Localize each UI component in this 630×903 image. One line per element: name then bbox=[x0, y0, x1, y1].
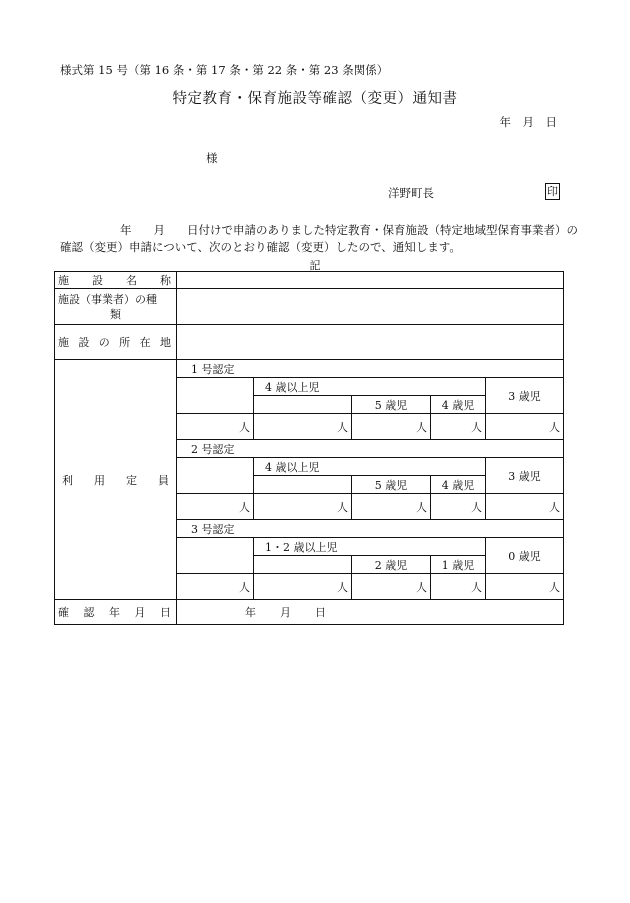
group-3-category: 3 号認定 bbox=[177, 520, 564, 538]
confirm-date-year: 年 bbox=[245, 606, 256, 619]
group-2-category: 2 号認定 bbox=[177, 440, 564, 458]
group-2-right-label: 3 歳児 bbox=[486, 458, 564, 494]
facility-name-row bbox=[55, 272, 564, 289]
body-paragraph bbox=[60, 222, 580, 255]
confirm-date-row bbox=[55, 600, 564, 625]
body-year: 年 bbox=[120, 223, 132, 237]
group-2-sub-a: 5 歳児 bbox=[352, 476, 431, 494]
facility-type-label-line1: 施設（事業者）の種 bbox=[58, 293, 157, 306]
location-label-char-5: 地 bbox=[159, 336, 171, 349]
group-1-count-a: 人 bbox=[352, 414, 431, 440]
issue-date-line: 年 月 日 bbox=[499, 115, 557, 129]
ki-label: 記 bbox=[309, 259, 321, 272]
facility-name-label-char-0: 施 bbox=[58, 274, 69, 287]
body-month: 月 bbox=[153, 223, 165, 237]
facility-name-label-char-2: 名 bbox=[126, 274, 137, 287]
group-1-count-total: 人 bbox=[177, 414, 254, 440]
confirm-date-label-char-1: 認 bbox=[83, 606, 95, 619]
facility-type-row bbox=[55, 289, 564, 325]
group-3-sub-b: 1 歳児 bbox=[431, 556, 486, 574]
group-1-count-b: 人 bbox=[431, 414, 486, 440]
location-row bbox=[55, 325, 564, 360]
facility-name-value bbox=[177, 272, 564, 289]
group-1-header-row bbox=[55, 360, 564, 378]
location-label-char-1: 設 bbox=[78, 336, 90, 349]
form-number: 様式第 15 号（第 16 条・第 17 条・第 22 条・第 23 条関係） bbox=[60, 63, 389, 77]
location-label-char-2: の bbox=[98, 336, 110, 349]
document-title: 特定教育・保育施設等確認（変更）通知書 bbox=[172, 91, 458, 107]
facility-type-label-line2: 類 bbox=[110, 308, 121, 321]
group-2-blank bbox=[177, 458, 254, 494]
location-label bbox=[55, 325, 177, 360]
recipient-honorific: 様 bbox=[206, 151, 218, 165]
facility-type-value bbox=[177, 289, 564, 325]
group-1-right-label: 3 歳児 bbox=[486, 378, 564, 414]
capacity-label-char-3: 員 bbox=[158, 473, 169, 487]
group-2-sub-blank bbox=[254, 476, 352, 494]
issuer-name: 洋野町長 bbox=[388, 186, 434, 200]
group-3-sub-a: 2 歳児 bbox=[352, 556, 431, 574]
group-3-count-a: 人 bbox=[352, 574, 431, 600]
confirm-date-label-char-0: 確 bbox=[58, 606, 69, 619]
body-text: 日付けで申請のありました特定教育・保育施設（特定地域型保育事業者）の確認（変更）申請について、次のとおり確認（変更）したので、通知します。 bbox=[60, 223, 578, 254]
group-3-count-total: 人 bbox=[177, 574, 254, 600]
group-2-count-right: 人 bbox=[486, 494, 564, 520]
capacity-label bbox=[55, 360, 177, 600]
group-1-category: 1 号認定 bbox=[177, 360, 564, 378]
group-3-count-over: 人 bbox=[254, 574, 352, 600]
capacity-label-char-0: 利 bbox=[62, 473, 73, 487]
confirm-date-label bbox=[55, 600, 177, 625]
group-2-over-label: 4 歳以上児 bbox=[254, 458, 486, 476]
location-label-char-0: 施 bbox=[58, 336, 69, 349]
location-value bbox=[177, 325, 564, 360]
confirm-date-label-char-3: 月 bbox=[134, 606, 146, 619]
group-3-sub-blank bbox=[254, 556, 352, 574]
group-3-count-right: 人 bbox=[486, 574, 564, 600]
group-1-sub-a: 5 歳児 bbox=[352, 396, 431, 414]
group-2-count-total: 人 bbox=[177, 494, 254, 520]
group-1-count-right: 人 bbox=[486, 414, 564, 440]
group-3-blank bbox=[177, 538, 254, 574]
confirm-date-label-char-4: 日 bbox=[160, 606, 171, 619]
facility-type-label bbox=[55, 289, 177, 325]
group-1-sub-b: 4 歳児 bbox=[431, 396, 486, 414]
group-3-right-label: 0 歳児 bbox=[486, 538, 564, 574]
facility-name-label-char-3: 称 bbox=[160, 274, 171, 287]
facility-name-label-char-1: 設 bbox=[92, 274, 103, 287]
group-3-over-label: 1・2 歳以上児 bbox=[254, 538, 486, 556]
group-1-over-label: 4 歳以上児 bbox=[254, 378, 486, 396]
confirm-date-value bbox=[177, 600, 564, 625]
group-1-sub-blank bbox=[254, 396, 352, 414]
group-1-count-over: 人 bbox=[254, 414, 352, 440]
group-1-blank bbox=[177, 378, 254, 414]
confirm-date-day: 日 bbox=[315, 606, 326, 619]
group-2-count-b: 人 bbox=[431, 494, 486, 520]
group-2-count-over: 人 bbox=[254, 494, 352, 520]
group-2-count-a: 人 bbox=[352, 494, 431, 520]
location-label-char-3: 所 bbox=[119, 336, 131, 349]
capacity-label-char-1: 用 bbox=[94, 473, 105, 487]
confirmation-table bbox=[54, 271, 564, 625]
confirm-date-month: 月 bbox=[280, 606, 291, 619]
group-2-sub-b: 4 歳児 bbox=[431, 476, 486, 494]
capacity-label-char-2: 定 bbox=[126, 473, 137, 487]
location-label-char-4: 在 bbox=[139, 336, 151, 349]
confirm-date-label-char-2: 年 bbox=[109, 606, 120, 619]
group-3-count-b: 人 bbox=[431, 574, 486, 600]
seal-stamp: 印 bbox=[547, 185, 558, 198]
facility-name-label bbox=[55, 272, 177, 289]
